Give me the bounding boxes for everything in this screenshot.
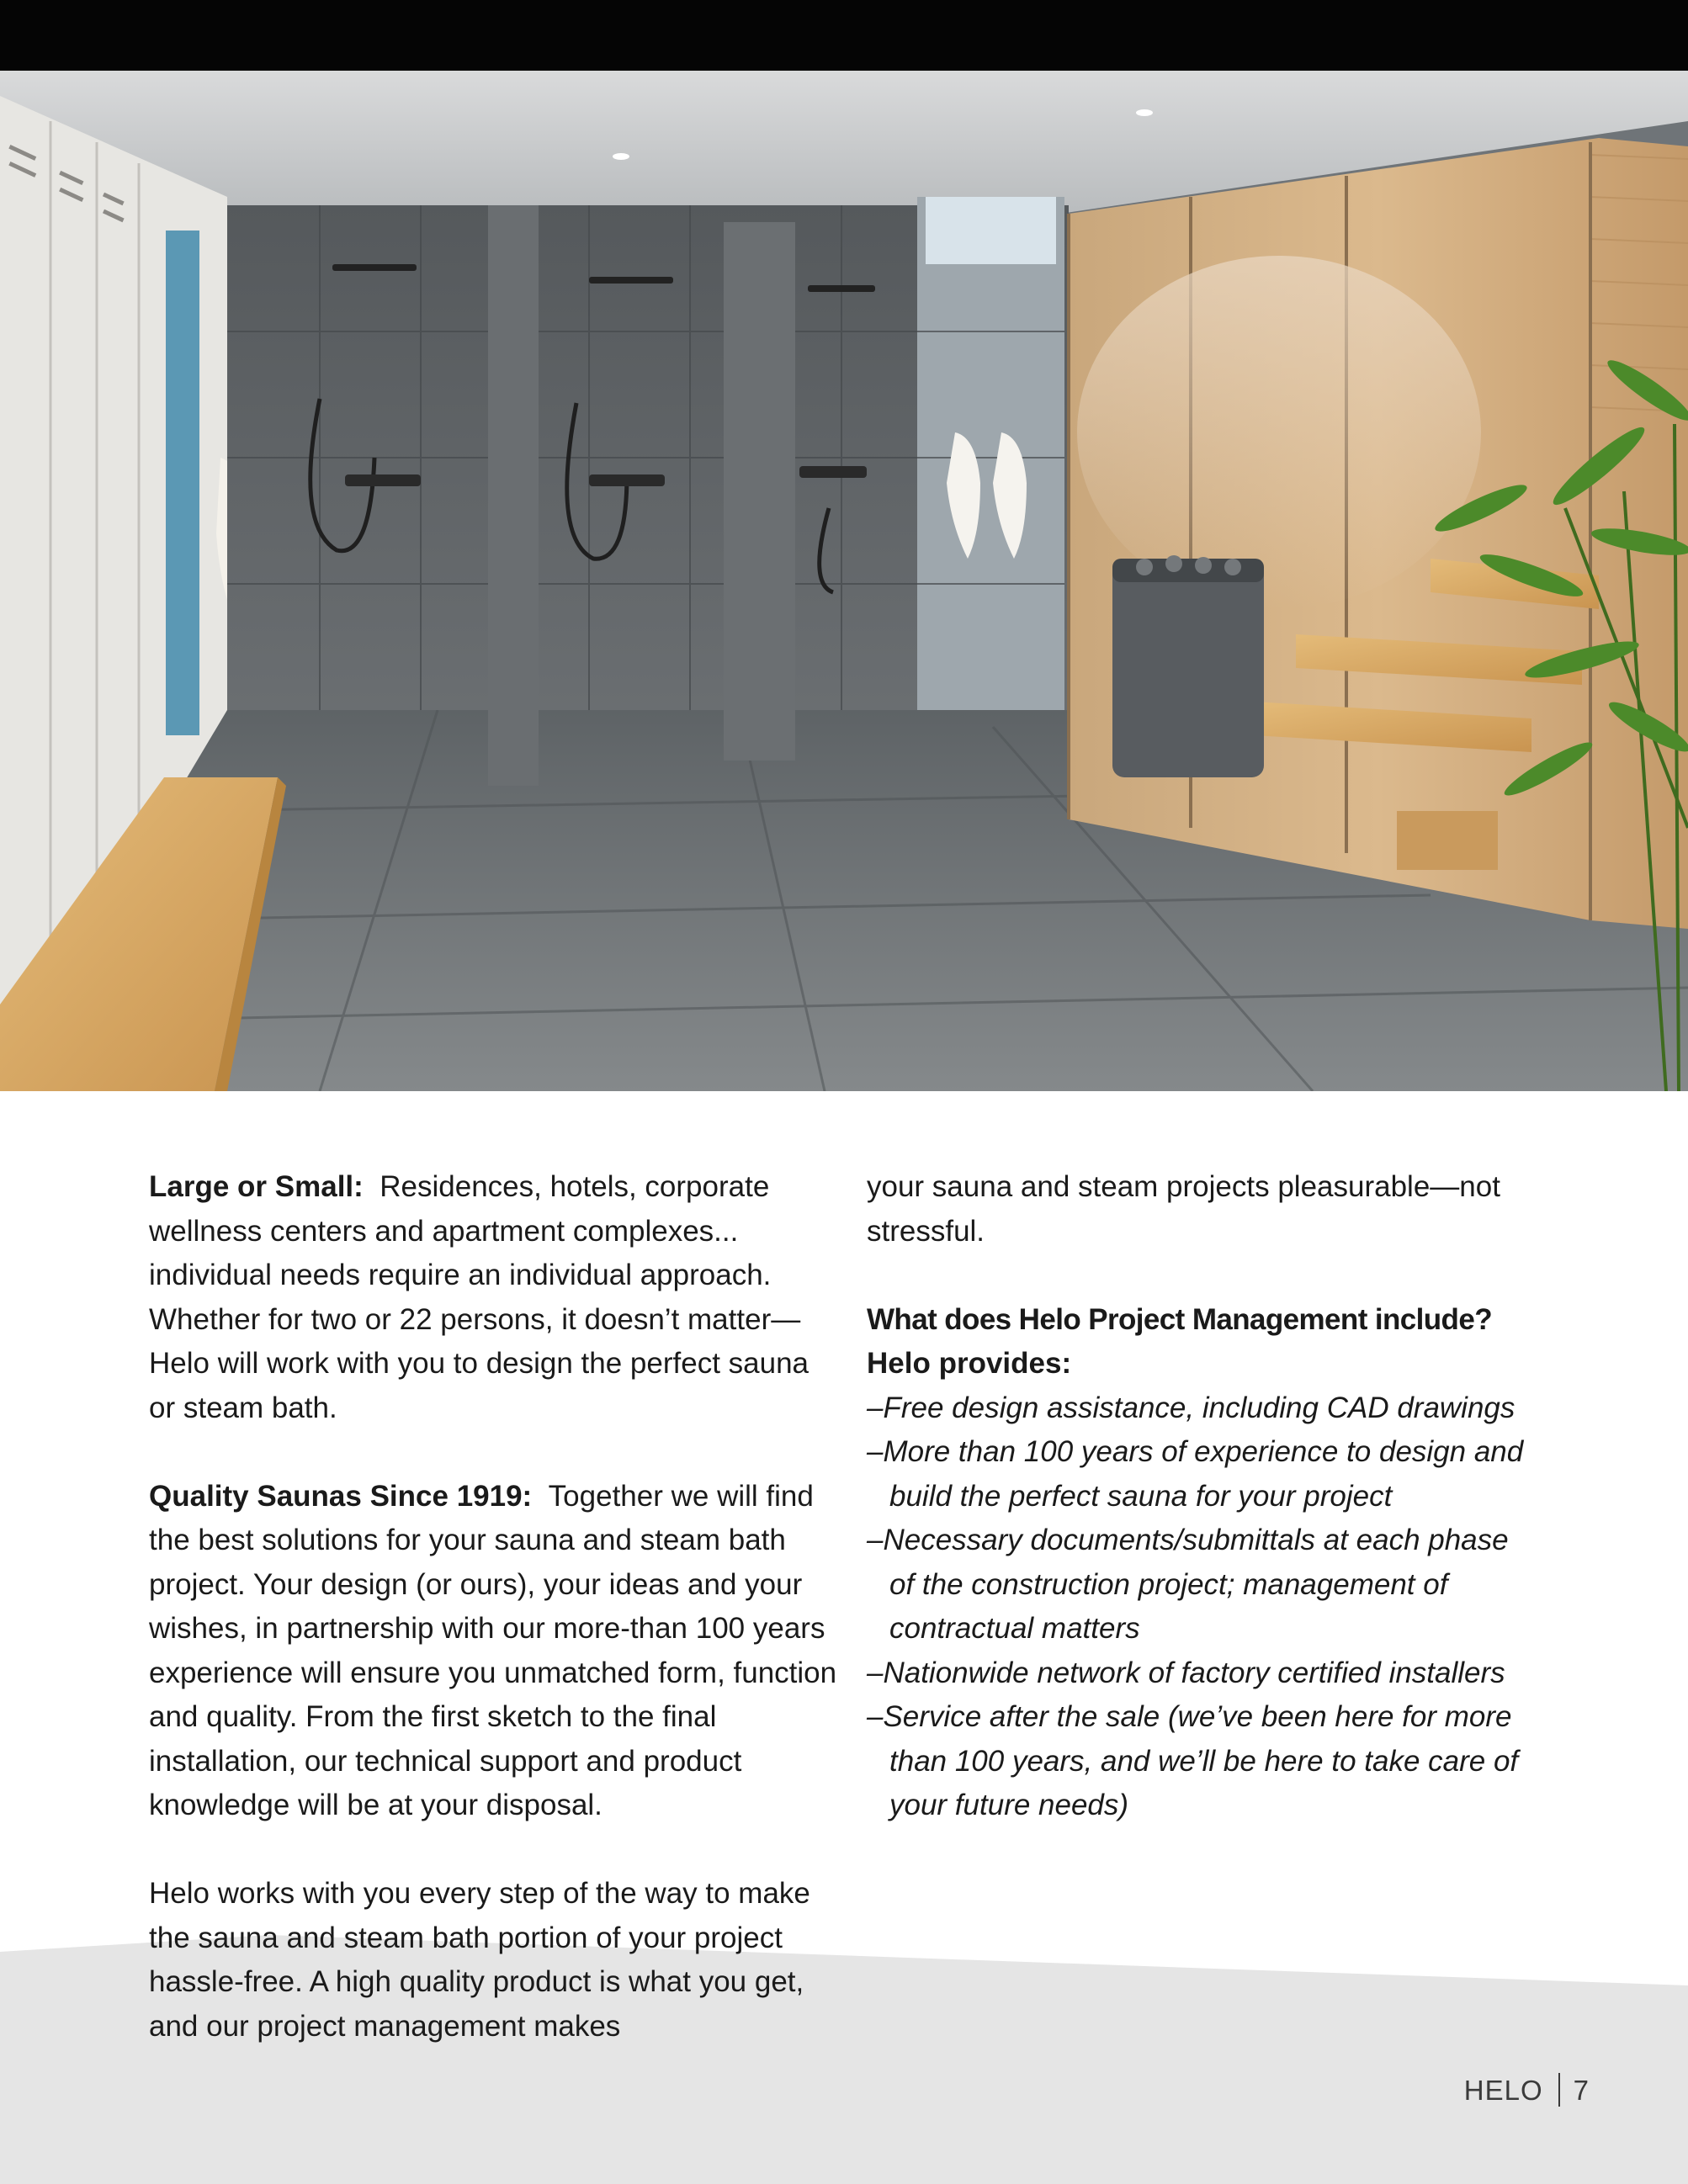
body-quality-saunas: Together we will find the best solutions for your sauna and steam bath project. Your design (or ours), your ideas and your wishes, in partnership with our more-than 100 years experience will ensure you unmatched form, function and quality. From the first sketch to the final installation, our technical support and product knowledge will be at your disposal. <box>149 1479 837 1821</box>
lead-large-or-small: Large or Small: <box>149 1170 364 1203</box>
paragraph-every-step: Helo works with you every step of the way to make the sauna and steam bath portion of your project hassle-free. A high quality product is what you get, and our project management makes <box>149 1877 810 2043</box>
body-large-or-small: Residences, hotels, corporate wellness centers and apartment complexes... individual needs require an individual approach. Whether for two or 22 persons, it doesn’t matter—Helo will work with you to design the perfect sauna or steam bath. <box>149 1170 809 1424</box>
lead-quality-saunas: Quality Saunas Since 1919: <box>149 1479 533 1513</box>
paragraph-quality-saunas <box>149 1475 839 1828</box>
project-management-question: What does Helo Project Management include? <box>867 1302 1492 1336</box>
footer-brand: HELO <box>1463 2075 1543 2106</box>
list-item: –Free design assistance, including CAD drawings <box>867 1391 1515 1424</box>
top-black-band <box>0 0 1688 71</box>
list-item: –Service after the sale (we’ve been here for more than 100 years, and we’ll be here to take care of your future needs) <box>867 1700 1519 1821</box>
page-number: 7 <box>1573 2075 1590 2106</box>
hero-photo <box>0 71 1688 1091</box>
photo-illustration <box>0 71 1688 1091</box>
helo-provides-heading: Helo provides: <box>867 1347 1072 1380</box>
paragraph-continuation: your sauna and steam projects pleasurable—not stressful. <box>867 1170 1500 1248</box>
paragraph-large-or-small <box>149 1165 839 1430</box>
page-footer <box>1464 2075 1590 2109</box>
footer-divider <box>1558 2073 1560 2107</box>
right-text-column <box>867 1165 1540 1828</box>
left-text-column <box>149 1165 839 2049</box>
list-item: –Necessary documents/submittals at each phase of the construction project; management of contractual matters <box>867 1524 1509 1645</box>
list-item: –Nationwide network of factory certified installers <box>867 1656 1505 1689</box>
list-item: –More than 100 years of experience to design and build the perfect sauna for your project <box>867 1435 1524 1513</box>
